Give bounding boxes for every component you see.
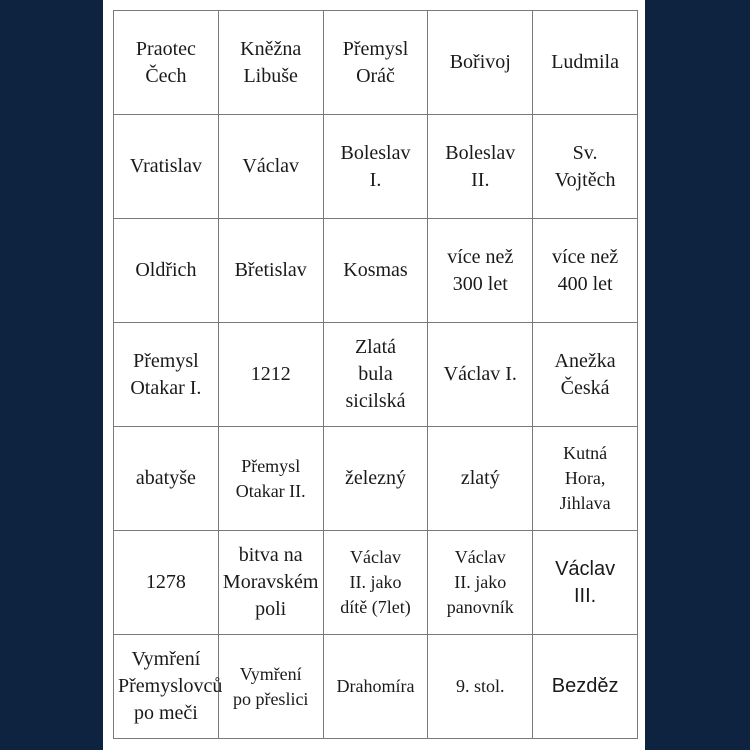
cell-text: železný: [344, 467, 407, 489]
grid-cell: [114, 11, 219, 115]
cell-text: více než 400 let: [552, 245, 619, 295]
grid-cell: [428, 531, 533, 635]
cell-text: Břetislav: [234, 259, 307, 281]
cell-text: 1278: [145, 571, 186, 593]
cell-text: bitva na Moravském poli: [222, 544, 319, 620]
cell-text: Bezděz: [551, 675, 619, 697]
grid-cell: [323, 323, 428, 427]
cell-text: zlatý: [460, 467, 500, 489]
grid-cell: [323, 635, 428, 739]
grid-cell: [533, 11, 638, 115]
cell-text: Sv. Vojtěch: [554, 141, 616, 191]
grid-cell: [114, 323, 219, 427]
cell-text: Přemysl Otakar II.: [235, 455, 306, 501]
grid-row: [114, 323, 638, 427]
cell-text: Přemysl Otakar I.: [130, 349, 202, 399]
cell-text: Praotec Čech: [135, 37, 196, 87]
grid-cell: [428, 323, 533, 427]
grid-cell: [428, 219, 533, 323]
grid-cell: [533, 323, 638, 427]
cell-text: 1212: [250, 363, 291, 385]
cell-text: Drahomíra: [336, 676, 415, 696]
grid-row: [114, 635, 638, 739]
document-page: [103, 0, 645, 750]
cell-text: Zlatá bula sicilská: [345, 336, 406, 412]
grid-cell: [218, 11, 323, 115]
grid-cell: [323, 115, 428, 219]
cell-text: Václav III.: [555, 557, 616, 607]
grid-row: [114, 115, 638, 219]
grid-row: [114, 531, 638, 635]
cell-text: Václav II. jako dítě (7let): [340, 547, 411, 617]
cell-text: Václav: [242, 155, 300, 177]
grid-cell: [114, 219, 219, 323]
grid-cell: [533, 219, 638, 323]
grid-cell: [218, 323, 323, 427]
grid-cell: [218, 219, 323, 323]
cell-text: 9. stol.: [456, 676, 505, 696]
grid-row: [114, 11, 638, 115]
cell-text: Anežka Česká: [554, 349, 616, 399]
grid-cell: [323, 427, 428, 531]
grid-cell: [533, 115, 638, 219]
cell-text: Kněžna Libuše: [240, 37, 302, 87]
cell-text: více než 300 let: [447, 245, 514, 295]
cell-text: Oldřich: [135, 259, 197, 281]
grid-cell: [428, 427, 533, 531]
grid-cell: [428, 635, 533, 739]
grid-cell: [533, 635, 638, 739]
grid-cell: [323, 531, 428, 635]
grid-row: [114, 219, 638, 323]
grid-cell: [428, 11, 533, 115]
cell-text: Přemysl Oráč: [342, 37, 409, 87]
history-card-grid: [113, 10, 638, 739]
cell-text: abatyše: [135, 467, 196, 489]
cell-text: Václav I.: [443, 363, 517, 385]
grid-cell: [428, 115, 533, 219]
cell-text: Václav II. jako panovník: [446, 547, 514, 617]
grid-cell: [323, 219, 428, 323]
grid-cell: [218, 427, 323, 531]
cell-text: Kosmas: [343, 259, 408, 281]
grid-cell: [323, 11, 428, 115]
grid-cell: [218, 635, 323, 739]
cell-text: Boleslav II.: [445, 141, 516, 191]
grid-row: [114, 427, 638, 531]
grid-cell: [114, 635, 223, 739]
cell-text: Vymření po přeslici: [232, 663, 309, 709]
grid-cell: [218, 115, 323, 219]
grid-cell: [533, 531, 638, 635]
cell-text: Boleslav I.: [340, 141, 411, 191]
grid-cell: [218, 531, 323, 635]
cell-text: Vratislav: [129, 155, 202, 177]
grid-cell: [533, 427, 638, 531]
cell-text: Ludmila: [551, 51, 619, 73]
cell-text: Kutná Hora, Jihlava: [559, 443, 611, 513]
grid-cell: [114, 427, 219, 531]
cell-text: Bořivoj: [449, 51, 511, 73]
cell-text: Vymření Přemyslovců po meči: [118, 648, 223, 724]
grid-cell: [114, 115, 219, 219]
grid-cell: [114, 531, 219, 635]
